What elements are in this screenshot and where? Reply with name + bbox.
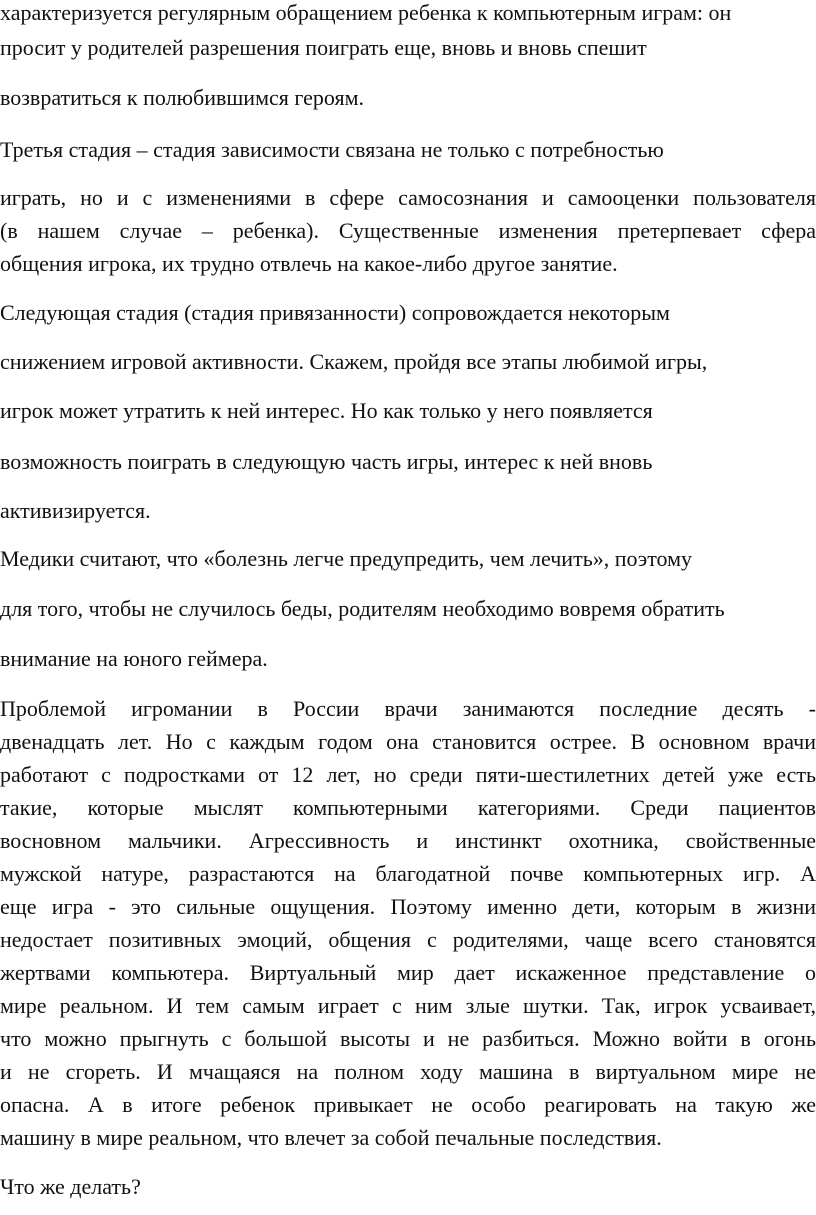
text-line: и не сгореть. И мчащаяся на полном ходу машина в виртуальном мире не [0, 1059, 816, 1084]
text-line: Медики считают, что «болезнь легче предупредить, чем лечить», поэтому [0, 546, 693, 571]
text-line: возможность поиграть в следующую часть игры, интерес к ней вновь [0, 449, 653, 474]
text-line: Проблемой игромании в России врачи занимаются последние десять - [0, 696, 816, 721]
text-line: Что же делать? [0, 1174, 141, 1199]
text-line: возвратиться к полюбившимся героям. [0, 85, 365, 110]
text-line: работают с подростками от 12 лет, но среди пяти-шестилетних детей уже есть [0, 762, 816, 787]
text-line: характеризуется регулярным обращением ребенка к компьютерным играм: он [0, 0, 732, 25]
text-line: еще игра - это сильные ощущения. Поэтому именно дети, которым в жизни [0, 894, 816, 919]
text-line: машину в мире реальном, что влечет за собой печальные последствия. [0, 1125, 662, 1150]
text-line: (в нашем случае – ребенка). Существенные изменения претерпевает сфера [0, 218, 816, 243]
text-line: двенадцать лет. Но с каждым годом она становится острее. В основном врачи [0, 729, 816, 754]
text-line: мире реальном. И тем самым играет с ним злые шутки. Так, игрок усваивает, [0, 993, 816, 1018]
text-line: Третья стадия – стадия зависимости связана не только с потребностью [0, 137, 664, 162]
text-line: Следующая стадия (стадия привязанности) сопровождается некоторым [0, 300, 670, 325]
text-line: для того, чтобы не случилось беды, родителям необходимо вовремя обратить [0, 596, 725, 621]
text-line: опасна. А в итоге ребенок привыкает не особо реагировать на такую же [0, 1092, 816, 1117]
text-line: просит у родителей разрешения поиграть еще, вновь и вновь спешит [0, 35, 647, 60]
text-line: внимание на юного геймера. [0, 646, 268, 671]
text-line: жертвами компьютера. Виртуальный мир дает искаженное представление о [0, 960, 816, 985]
text-line: играть, но и с изменениями в сфере самосознания и самооценки пользователя [0, 185, 816, 210]
text-line: восновном мальчики. Агрессивность и инстинкт охотника, свойственные [0, 828, 816, 853]
text-line: такие, которые мыслят компьютерными категориями. Среди пациентов [0, 795, 816, 820]
text-line: общения игрока, их трудно отвлечь на какое-либо другое занятие. [0, 251, 618, 276]
text-line: что можно прыгнуть с большой высоты и не разбиться. Можно войти в огонь [0, 1026, 816, 1051]
text-line: мужской натуре, разрастаются на благодатной почве компьютерных игр. А [0, 861, 816, 886]
text-line: активизируется. [0, 498, 151, 523]
text-line: снижением игровой активности. Скажем, пройдя все этапы любимой игры, [0, 349, 708, 374]
text-line: недостает позитивных эмоций, общения с родителями, чаще всего становятся [0, 927, 816, 952]
text-line: игрок может утратить к ней интерес. Но как только у него появляется [0, 398, 653, 423]
